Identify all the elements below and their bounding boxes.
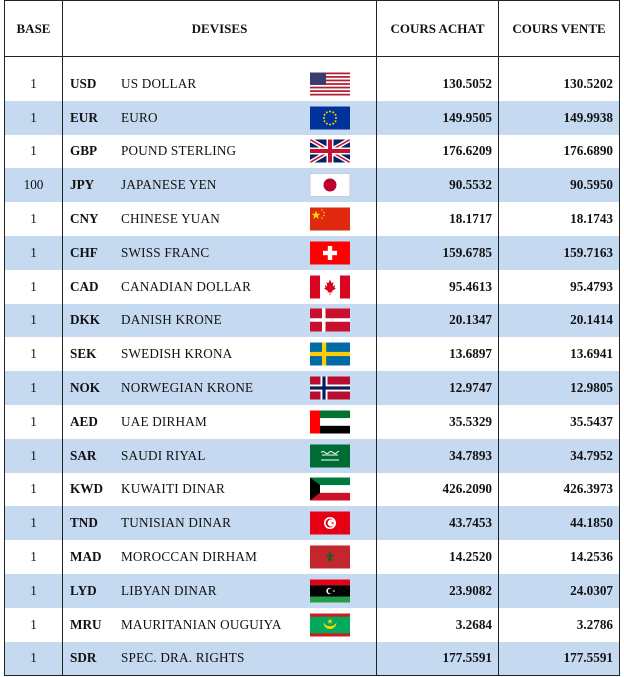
- cours-achat-cell: 426.2090: [377, 473, 499, 507]
- base-cell: 1: [5, 574, 63, 608]
- base-cell: 1: [5, 135, 63, 169]
- table-row: [5, 608, 620, 642]
- devise-cell: [63, 168, 377, 202]
- canada-flag-icon: [310, 275, 350, 298]
- cours-achat-cell: 90.5532: [377, 168, 499, 202]
- currency-code: JPY: [70, 177, 95, 193]
- libya-flag-icon: [310, 579, 350, 602]
- currency-code: USD: [70, 75, 97, 91]
- currency-code: KWD: [70, 481, 103, 497]
- tunisia-flag-icon: [310, 512, 350, 535]
- base-cell: 1: [5, 202, 63, 236]
- currency-code: MAD: [70, 549, 102, 565]
- uk-flag-icon: [310, 140, 350, 163]
- currency-name: UAE DIRHAM: [121, 413, 207, 429]
- currency-name: DANISH KRONE: [121, 312, 222, 328]
- base-cell: 1: [5, 101, 63, 135]
- currency-code: SDR: [70, 650, 97, 666]
- currency-name: US DOLLAR: [121, 75, 197, 91]
- table-row: [5, 337, 620, 371]
- currency-name: POUND STERLING: [121, 143, 237, 159]
- cours-vente-cell: 14.2536: [499, 540, 620, 574]
- header-cours-achat: COURS ACHAT: [377, 1, 499, 57]
- base-cell: 1: [5, 642, 63, 676]
- currency-name: MAURITANIAN OUGUIYA: [121, 616, 282, 632]
- switzerland-flag-icon: [310, 241, 350, 264]
- base-cell: 1: [5, 337, 63, 371]
- currency-code: SEK: [70, 346, 97, 362]
- devise-cell: [63, 439, 377, 473]
- cours-achat-cell: 13.6897: [377, 337, 499, 371]
- cours-achat-cell: 35.5329: [377, 405, 499, 439]
- currency-name: LIBYAN DINAR: [121, 582, 217, 598]
- us-flag-icon: [310, 72, 350, 95]
- devise-cell: [63, 304, 377, 338]
- table-row: [5, 371, 620, 405]
- cours-achat-cell: 18.1717: [377, 202, 499, 236]
- mauritania-flag-icon: [310, 613, 350, 636]
- devise-cell: [63, 101, 377, 135]
- table-row: [5, 473, 620, 507]
- devise-cell: [63, 371, 377, 405]
- cours-vente-cell: 35.5437: [499, 405, 620, 439]
- devise-cell: [63, 202, 377, 236]
- header-base: BASE: [5, 1, 63, 57]
- table-row: [5, 168, 620, 202]
- cours-vente-cell: 426.3973: [499, 473, 620, 507]
- china-flag-icon: [310, 208, 350, 231]
- base-cell: 100: [5, 168, 63, 202]
- base-cell: 1: [5, 608, 63, 642]
- base-cell: 1: [5, 304, 63, 338]
- base-cell: 1: [5, 236, 63, 270]
- base-cell: 1: [5, 405, 63, 439]
- sweden-flag-icon: [310, 343, 350, 366]
- cours-achat-cell: 3.2684: [377, 608, 499, 642]
- devise-cell: [63, 405, 377, 439]
- cours-vente-cell: 3.2786: [499, 608, 620, 642]
- table-row: [5, 405, 620, 439]
- table-row: [5, 202, 620, 236]
- cours-vente-cell: 95.4793: [499, 270, 620, 304]
- cours-vente-cell: 90.5950: [499, 168, 620, 202]
- cours-achat-cell: 20.1347: [377, 304, 499, 338]
- cours-vente-cell: 24.0307: [499, 574, 620, 608]
- currency-code: CAD: [70, 278, 99, 294]
- currency-code: SAR: [70, 447, 97, 463]
- currency-name: KUWAITI DINAR: [121, 481, 226, 497]
- table-row: [5, 642, 620, 676]
- devise-cell: [63, 574, 377, 608]
- currency-name: SPEC. DRA. RIGHTS: [121, 650, 245, 666]
- devise-cell: [63, 642, 377, 676]
- cours-achat-cell: 43.7453: [377, 506, 499, 540]
- cours-achat-cell: 177.5591: [377, 642, 499, 676]
- cours-achat-cell: 149.9505: [377, 101, 499, 135]
- cours-vente-cell: 34.7952: [499, 439, 620, 473]
- saudi-flag-icon: [310, 444, 350, 467]
- morocco-flag-icon: [310, 546, 350, 569]
- cours-vente-cell: 13.6941: [499, 337, 620, 371]
- base-cell: 1: [5, 67, 63, 101]
- cours-vente-cell: 20.1414: [499, 304, 620, 338]
- table-row: [5, 506, 620, 540]
- devise-cell: [63, 135, 377, 169]
- uae-flag-icon: [310, 410, 350, 433]
- table-row: [5, 439, 620, 473]
- currency-code: AED: [70, 413, 98, 429]
- currency-name: SWEDISH KRONA: [121, 346, 233, 362]
- header-devises: DEVISES: [63, 1, 377, 57]
- devise-cell: [63, 236, 377, 270]
- cours-vente-cell: 12.9805: [499, 371, 620, 405]
- currency-code: EUR: [70, 109, 98, 125]
- currency-name: TUNISIAN DINAR: [121, 515, 232, 531]
- table-row: [5, 270, 620, 304]
- currency-name: EURO: [121, 109, 158, 125]
- currency-code: GBP: [70, 143, 98, 159]
- cours-achat-cell: 159.6785: [377, 236, 499, 270]
- table-row: [5, 236, 620, 270]
- devise-cell: [63, 540, 377, 574]
- denmark-flag-icon: [310, 309, 350, 332]
- norway-flag-icon: [310, 377, 350, 400]
- table-row: [5, 67, 620, 101]
- exchange-rate-table: [4, 0, 620, 676]
- devise-cell: [63, 506, 377, 540]
- currency-code: CHF: [70, 244, 98, 260]
- cours-achat-cell: 14.2520: [377, 540, 499, 574]
- table-row: [5, 574, 620, 608]
- cours-achat-cell: 130.5052: [377, 67, 499, 101]
- cours-vente-cell: 130.5202: [499, 67, 620, 101]
- currency-code: CNY: [70, 211, 99, 227]
- cours-vente-cell: 159.7163: [499, 236, 620, 270]
- cours-achat-cell: 34.7893: [377, 439, 499, 473]
- currency-code: LYD: [70, 582, 97, 598]
- currency-code: DKK: [70, 312, 101, 328]
- cours-achat-cell: 176.6209: [377, 135, 499, 169]
- table-row: [5, 135, 620, 169]
- base-cell: 1: [5, 371, 63, 405]
- cours-vente-cell: 149.9938: [499, 101, 620, 135]
- devise-cell: [63, 608, 377, 642]
- table-row: [5, 304, 620, 338]
- japan-flag-icon: [310, 174, 350, 197]
- currency-code: MRU: [70, 616, 102, 632]
- devise-cell: [63, 270, 377, 304]
- base-cell: 1: [5, 270, 63, 304]
- base-cell: 1: [5, 439, 63, 473]
- spacer-row: [5, 57, 620, 68]
- cours-vente-cell: 177.5591: [499, 642, 620, 676]
- currency-name: NORWEGIAN KRONE: [121, 380, 254, 396]
- currency-name: SAUDI RIYAL: [121, 447, 206, 463]
- currency-code: TND: [70, 515, 98, 531]
- currency-name: SWISS FRANC: [121, 244, 210, 260]
- currency-name: CANADIAN DOLLAR: [121, 278, 252, 294]
- currency-name: CHINESE YUAN: [121, 211, 220, 227]
- currency-name: MOROCCAN DIRHAM: [121, 549, 257, 565]
- devise-cell: [63, 337, 377, 371]
- cours-achat-cell: 12.9747: [377, 371, 499, 405]
- header-row: [5, 1, 620, 57]
- cours-vente-cell: 44.1850: [499, 506, 620, 540]
- table-row: [5, 540, 620, 574]
- cours-achat-cell: 23.9082: [377, 574, 499, 608]
- currency-code: NOK: [70, 380, 101, 396]
- devise-cell: [63, 67, 377, 101]
- base-cell: 1: [5, 540, 63, 574]
- base-cell: 1: [5, 473, 63, 507]
- cours-vente-cell: 18.1743: [499, 202, 620, 236]
- eu-flag-icon: [310, 106, 350, 129]
- devise-cell: [63, 473, 377, 507]
- header-cours-vente: COURS VENTE: [499, 1, 620, 57]
- cours-vente-cell: 176.6890: [499, 135, 620, 169]
- currency-name: JAPANESE YEN: [121, 177, 217, 193]
- kuwait-flag-icon: [310, 478, 350, 501]
- table-row: [5, 101, 620, 135]
- cours-achat-cell: 95.4613: [377, 270, 499, 304]
- base-cell: 1: [5, 506, 63, 540]
